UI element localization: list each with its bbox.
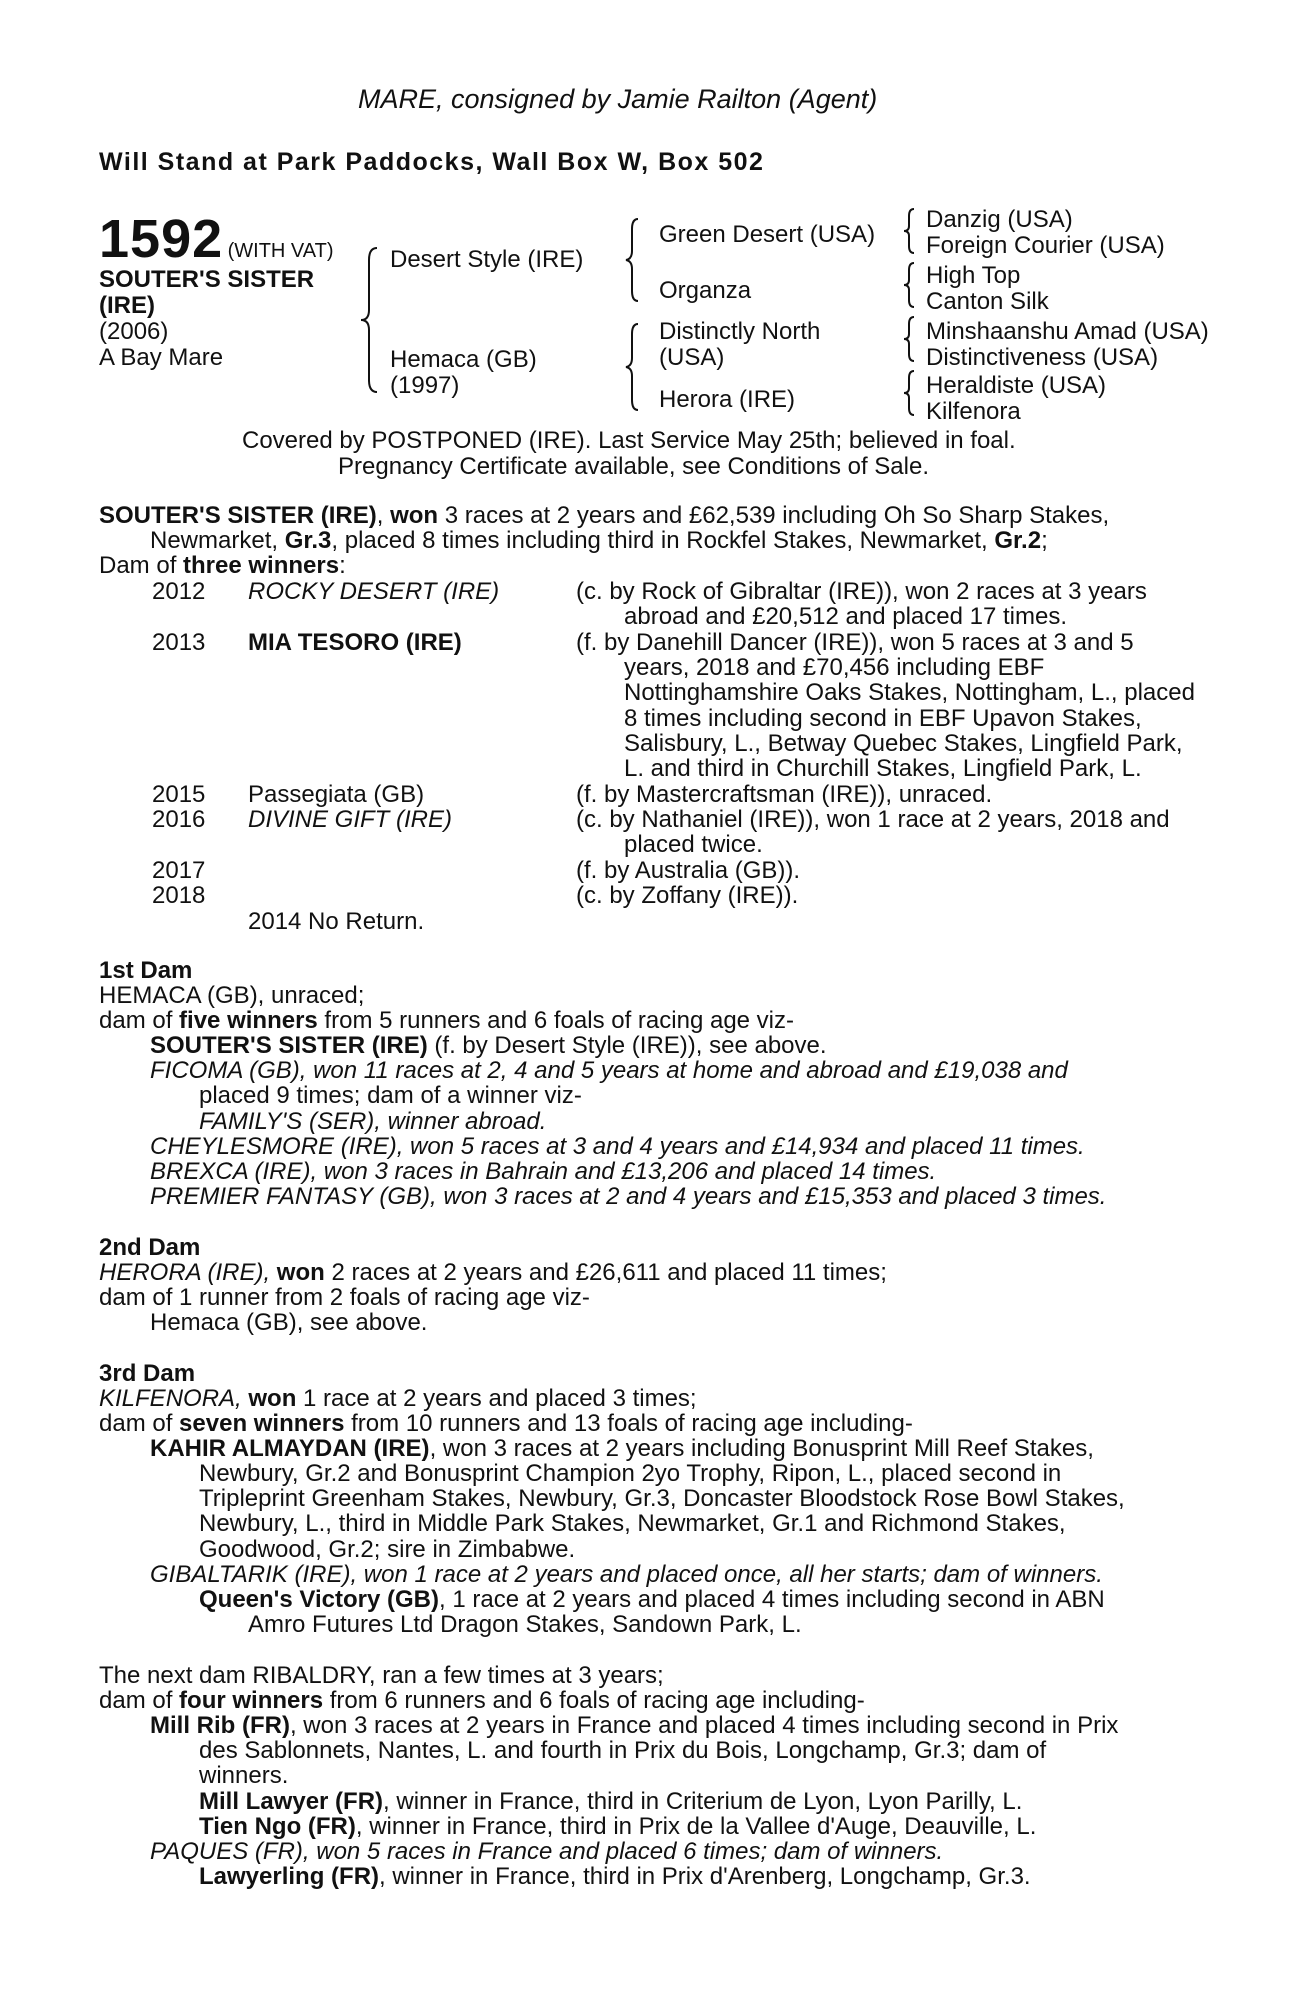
- three-winners: three winners: [183, 552, 340, 579]
- dam1-l2a: dam of: [99, 1007, 180, 1034]
- next-dam-line3: [150, 1713, 1118, 1739]
- dam3-kilfenora: KILFENORA,: [99, 1385, 249, 1412]
- next-dam-line4: des Sablonnets, Nantes, L. and fourth in Prix du Bois, Longchamp, Gr.3; dam of: [199, 1737, 1047, 1764]
- dam3-line10: Amro Futures Ltd Dragon Stakes, Sandown Park, L.: [248, 1611, 802, 1638]
- dam3-l2a: dam of: [99, 1410, 180, 1437]
- produce-year-2012: 2012: [152, 578, 206, 605]
- dam2-l1c: 2 races at 2 years and £26,611 and placed 11 times;: [324, 1259, 887, 1286]
- pedigree-sds: High Top: [926, 262, 1021, 289]
- pedigree-brace-dd: [900, 368, 920, 418]
- dam3-line8: GIBALTARIK (IRE), won 1 race at 2 years and placed once, all her starts; dam of winners.: [150, 1561, 1103, 1588]
- dam1-line9: PREMIER FANTASY (GB), won 3 races at 2 and 4 years and £15,353 and placed 3 times.: [150, 1183, 1107, 1210]
- covered-line1: Covered by POSTPONED (IRE). Last Service May 25th; believed in foal.: [242, 427, 1016, 454]
- pedigree-brace-ds: [900, 314, 920, 364]
- dam1-line2: [99, 1008, 794, 1034]
- dam1-line7: CHEYLESMORE (IRE), won 5 races at 3 and 4 years and £14,934 and placed 11 times.: [150, 1133, 1085, 1160]
- summary-line2: [150, 528, 1048, 554]
- horse-description: A Bay Mare: [99, 344, 224, 371]
- dam3-line5: Tripleprint Greenham Stakes, Newbury, Gr.3, Doncaster Bloodstock Rose Bowl Stakes,: [199, 1485, 1125, 1512]
- dam3-line2: [99, 1411, 913, 1437]
- summary-line1: SOUTER'S SISTER (IRE), won 3 races at 2 years and £62,539 including Oh So Sharp Stakes,: [99, 502, 1110, 529]
- dam1-souters-sister: SOUTER'S SISTER (IRE): [150, 1032, 428, 1059]
- next-dam-l2a: dam of: [99, 1687, 180, 1714]
- produce-detail-2015-1: (f. by Mastercraftsman (IRE)), unraced.: [576, 781, 993, 808]
- produce-detail-2013-6: L. and third in Churchill Stakes, Lingfield Park, L.: [624, 755, 1142, 782]
- dam3-line4: Newbury, Gr.2 and Bonusprint Champion 2yo Trophy, Ripon, L., placed second in: [199, 1460, 1062, 1487]
- produce-detail-2018-1: (c. by Zoffany (IRE)).: [576, 882, 799, 909]
- produce-detail-2013-1: (f. by Danehill Dancer (IRE)), won 5 races at 3 and 5: [576, 629, 1134, 656]
- dam1-line3: [150, 1033, 827, 1059]
- next-dam-mill-rib: Mill Rib (FR): [150, 1712, 290, 1739]
- horse-name-line2: (IRE): [99, 292, 155, 319]
- dam1-l2c: from 5 runners and 6 foals of racing age viz-: [317, 1007, 795, 1034]
- dam1-line4: FICOMA (GB), won 11 races at 2, 4 and 5 years at home and abroad and £19,038 and: [150, 1057, 1068, 1084]
- summary-text1: 3 races at 2 years and £62,539 including Oh So Sharp Stakes,: [438, 502, 1110, 529]
- summary-l2b: , placed 8 times including third in Rockfel Stakes, Newmarket,: [331, 527, 995, 554]
- pedigree-sire: Desert Style (IRE): [390, 246, 584, 273]
- next-dam-line5: winners.: [199, 1762, 289, 1789]
- dam2-won: won: [276, 1259, 325, 1286]
- next-dam-l3b: , won 3 races at 2 years in France and placed 4 times including second in Prix: [289, 1712, 1119, 1739]
- horse-year: (2006): [99, 318, 169, 345]
- dam3-line9: [199, 1587, 1105, 1613]
- next-dam-lawyerling: Lawyerling (FR): [199, 1863, 380, 1890]
- pedigree-sire-sire: Green Desert (USA): [659, 221, 876, 248]
- produce-detail-2016-1: (c. by Nathaniel (IRE)), won 1 race at 2 years, 2018 and: [576, 806, 1170, 833]
- pedigree-dam: Hemaca (GB): [390, 346, 537, 373]
- next-dam-line7: [199, 1814, 1036, 1840]
- pedigree-dsd: Distinctiveness (USA): [926, 344, 1159, 371]
- next-dam-line1: The next dam RIBALDRY, ran a few times at 3 years;: [99, 1662, 664, 1689]
- produce-detail-2016-2: placed twice.: [624, 831, 763, 858]
- produce-detail-2013-2: years, 2018 and £70,456 including EBF: [624, 654, 1045, 681]
- dam2-line3: Hemaca (GB), see above.: [150, 1309, 428, 1336]
- dam1-five-winners: five winners: [179, 1007, 318, 1034]
- colon: :: [339, 552, 346, 579]
- standing-location: Will Stand at Park Paddocks, Wall Box W, Box 502: [99, 148, 765, 176]
- dam1-line1: HEMACA (GB), unraced;: [99, 982, 365, 1009]
- pedigree-brace-main: [355, 240, 385, 400]
- pedigree-brace-dam: [620, 320, 644, 415]
- grade-2: Gr.2: [994, 527, 1042, 554]
- next-dam-line8: PAQUES (FR), won 5 races in France and placed 6 times; dam of winners.: [150, 1838, 944, 1865]
- next-dam-line9: [199, 1864, 1031, 1890]
- horse-name-line1: SOUTER'S SISTER: [99, 266, 315, 293]
- dam3-won: won: [248, 1385, 297, 1412]
- pedigree-dam-dam: Herora (IRE): [659, 386, 796, 413]
- pedigree-dam-sire: Distinctly North: [659, 318, 821, 345]
- produce-name-2012: ROCKY DESERT (IRE): [248, 578, 500, 605]
- pedigree-sss: Danzig (USA): [926, 206, 1073, 233]
- next-dam-line6: [199, 1789, 1022, 1815]
- dam3-seven-winners: seven winners: [179, 1410, 345, 1437]
- next-dam-l7b: , winner in France, third in Prix de la Vallee d'Auge, Deauville, L.: [355, 1813, 1037, 1840]
- produce-detail-2013-4: 8 times including second in EBF Upavon Stakes,: [624, 705, 1142, 732]
- dam3-line3: [150, 1436, 1094, 1462]
- dam3-kahir-almaydan: KAHIR ALMAYDAN (IRE): [150, 1435, 430, 1462]
- dam1-line6: FAMILY'S (SER), winner abroad.: [199, 1108, 547, 1135]
- dam1-heading: 1st Dam: [99, 957, 193, 984]
- next-dam-mill-lawyer: Mill Lawyer (FR): [199, 1788, 384, 1815]
- dam3-line6: Newbury, L., third in Middle Park Stakes, Newmarket, Gr.1 and Richmond Stakes,: [199, 1510, 1066, 1537]
- dam3-l2c: from 10 runners and 13 foals of racing age including-: [344, 1410, 913, 1437]
- dam3-l3b: , won 3 races at 2 years including Bonusprint Mill Reef Stakes,: [429, 1435, 1094, 1462]
- pedigree-brace-ss: [900, 206, 920, 256]
- produce-year-2015: 2015: [152, 781, 206, 808]
- dam1-line5: placed 9 times; dam of a winner viz-: [199, 1082, 582, 1109]
- lot-number-block: [99, 208, 334, 270]
- lot-number: 1592: [99, 209, 224, 269]
- dam2-line2: dam of 1 runner from 2 foals of racing age viz-: [99, 1284, 590, 1311]
- dam1-line8: BREXCA (IRE), won 3 races in Bahrain and £13,206 and placed 14 times.: [150, 1158, 937, 1185]
- pedigree-brace-sd: [900, 260, 920, 310]
- produce-detail-2012-2: abroad and £20,512 and placed 17 times.: [624, 603, 1068, 630]
- summary-l2a: Newmarket,: [150, 527, 285, 554]
- pedigree-sire-dam: Organza: [659, 277, 752, 304]
- dam2-herora: HERORA (IRE),: [99, 1259, 277, 1286]
- vat-note: (WITH VAT): [227, 240, 334, 262]
- next-dam-four-winners: four winners: [179, 1687, 324, 1714]
- covered-line2: Pregnancy Certificate available, see Conditions of Sale.: [338, 453, 929, 480]
- summary-horse-name: SOUTER'S SISTER (IRE): [99, 502, 377, 529]
- dam2-line1: [99, 1260, 887, 1286]
- produce-detail-2012-1: (c. by Rock of Gibraltar (IRE)), won 2 races at 3 years: [576, 578, 1147, 605]
- dam3-line7: Goodwood, Gr.2; sire in Zimbabwe.: [199, 1536, 576, 1563]
- produce-name-2015: Passegiata (GB): [248, 781, 425, 808]
- pedigree-ddd: Kilfenora: [926, 398, 1021, 425]
- dam3-l9b: , 1 race at 2 years and placed 4 times including second in ABN: [439, 1586, 1105, 1613]
- pedigree-ssd: Foreign Courier (USA): [926, 232, 1165, 259]
- dam3-l1c: 1 race at 2 years and placed 3 times;: [296, 1385, 697, 1412]
- dam3-queens-victory: Queen's Victory (GB): [199, 1586, 439, 1613]
- produce-year-2018: 2018: [152, 882, 206, 909]
- pedigree-dss: Minshaanshu Amad (USA): [926, 318, 1209, 345]
- dam-of-text: Dam of: [99, 552, 184, 579]
- produce-detail-2013-3: Nottinghamshire Oaks Stakes, Nottingham, L., placed: [624, 679, 1195, 706]
- produce-detail-2017-1: (f. by Australia (GB)).: [576, 857, 801, 884]
- next-dam-l9b: , winner in France, third in Prix d'Arenberg, Longchamp, Gr.3.: [379, 1863, 1031, 1890]
- pedigree-dam-year: (1997): [390, 372, 460, 399]
- produce-year-2017: 2017: [152, 857, 206, 884]
- dam3-line1: [99, 1386, 697, 1412]
- pedigree-sdd: Canton Silk: [926, 288, 1049, 315]
- pedigree-dds: Heraldiste (USA): [926, 372, 1107, 399]
- pedigree-dam-sire-2: (USA): [659, 344, 725, 371]
- grade-3: Gr.3: [284, 527, 332, 554]
- produce-year-2013: 2013: [152, 629, 206, 656]
- produce-year-2016: 2016: [152, 806, 206, 833]
- page-title: MARE, consigned by Jamie Railton (Agent): [358, 84, 878, 114]
- next-dam-l6b: , winner in France, third in Criterium de Lyon, Lyon Parilly, L.: [383, 1788, 1023, 1815]
- no-return-note: 2014 No Return.: [248, 908, 425, 935]
- summary-won: won: [390, 502, 439, 529]
- dam2-heading: 2nd Dam: [99, 1234, 201, 1261]
- dam3-heading: 3rd Dam: [99, 1360, 196, 1387]
- next-dam-tien-ngo: Tien Ngo (FR): [199, 1813, 356, 1840]
- produce-name-2016: DIVINE GIFT (IRE): [248, 806, 452, 833]
- produce-name-2013: MIA TESORO (IRE): [248, 629, 462, 656]
- produce-detail-2013-5: Salisbury, L., Betway Quebec Stakes, Lingfield Park,: [624, 730, 1183, 757]
- summary-l2c: ;: [1041, 527, 1048, 554]
- dam-of-line: [99, 553, 346, 579]
- dam1-l3b: (f. by Desert Style (IRE)), see above.: [427, 1032, 827, 1059]
- pedigree-brace-sire: [620, 215, 644, 305]
- next-dam-l2c: from 6 runners and 6 foals of racing age including-: [323, 1687, 865, 1714]
- next-dam-line2: [99, 1688, 865, 1714]
